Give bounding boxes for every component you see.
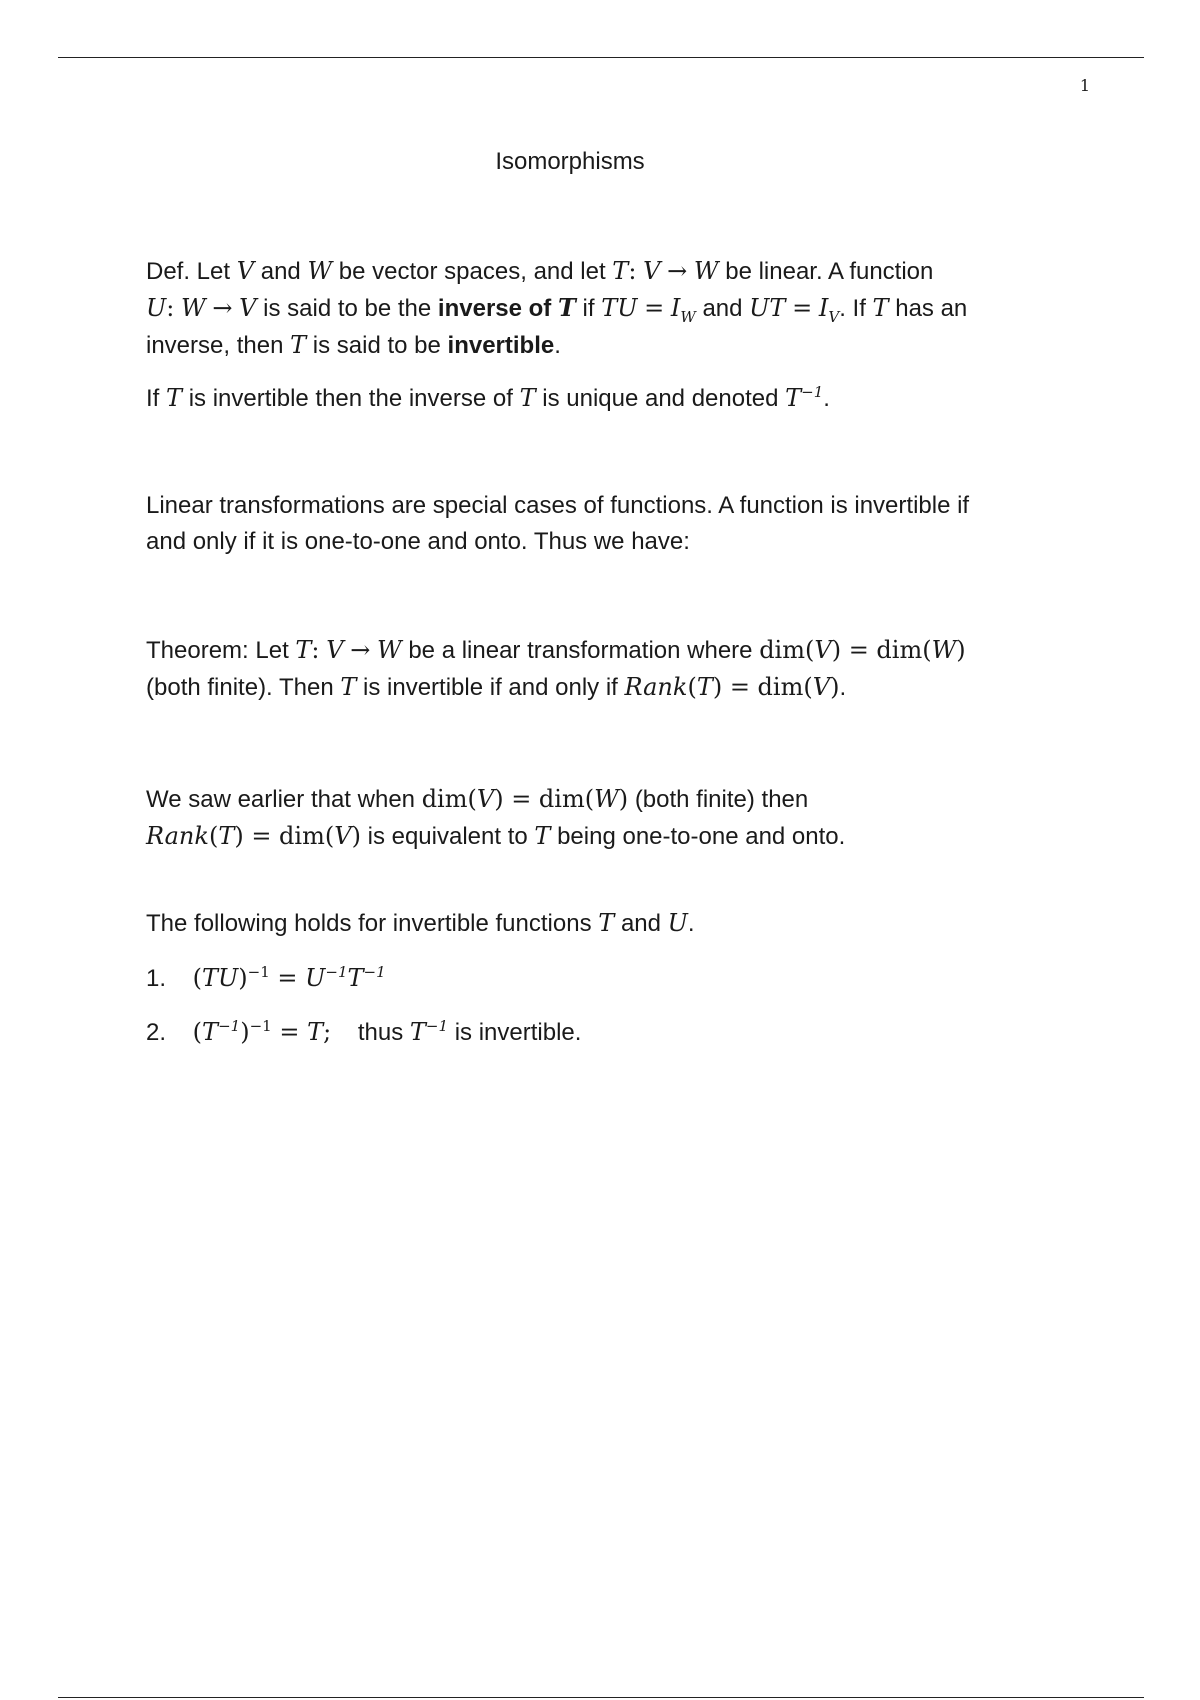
math-inline: U xyxy=(667,909,688,937)
math-inline: T xyxy=(612,257,629,285)
math-inline: T xyxy=(872,294,889,322)
def-text: is said to be the xyxy=(263,295,432,322)
math-inline: ( xyxy=(192,1018,203,1046)
def-text: . If xyxy=(839,295,866,322)
def-text: and xyxy=(260,258,301,285)
list-number: 2. xyxy=(146,1019,167,1046)
page-number: 1 xyxy=(1079,76,1091,95)
bottom-rule xyxy=(58,1697,1144,1698)
math-inline: U xyxy=(146,294,167,322)
def-text: if xyxy=(582,295,595,322)
uniqueness-paragraph: If T is invertible then the inverse of T is unique and denoted $T^{-1}$. xyxy=(146,383,830,412)
math-inline: T xyxy=(557,293,576,322)
functions-paragraph: Linear transformations are special cases of functions. A function is invertible if and only if it is one-to-one and onto. Thus we have: xyxy=(146,492,970,555)
def-text: be linear. A function xyxy=(725,258,934,285)
math-inline: dim( xyxy=(759,636,815,664)
math-inline: T xyxy=(166,384,183,412)
def-text: Def. Let xyxy=(146,258,231,285)
def-text: is said to be xyxy=(312,332,441,359)
holds-paragraph: The following holds for invertible functions T and U. xyxy=(146,909,695,937)
def-text: has an xyxy=(895,295,968,322)
math-inline: Rank xyxy=(146,822,209,850)
math-inline: T xyxy=(340,673,357,701)
math-inline: TU xyxy=(601,294,638,322)
math-inline: V xyxy=(236,257,255,285)
list-item: 2. $(T^{-1})^{-1} = T$; thus $T^{-1}$ is invertible. xyxy=(146,1014,581,1051)
def-text: inverse, then xyxy=(146,332,284,359)
list-number: 1. xyxy=(146,965,167,992)
math-inline: T xyxy=(295,636,312,664)
list-item: 1. $(TU)^{-1} = U^{-1}T^{-1}$ xyxy=(146,960,386,997)
top-rule xyxy=(58,57,1144,58)
def-text: be vector spaces, and let xyxy=(338,258,606,285)
math-inline: T xyxy=(534,822,551,850)
math-inline: ( xyxy=(192,964,203,992)
bold-term: inverse of xyxy=(437,295,552,322)
page-title: Isomorphisms xyxy=(495,148,645,175)
math-inline: T xyxy=(290,331,307,359)
math-inline: T xyxy=(598,909,615,937)
math-inline: dim( xyxy=(421,785,477,813)
theorem-paragraph: Theorem: Let T: V → W be a linear transformation where dim(V) = dim(W) (both finite). Then T is invertible if and only if Rank(T) = dim(V). xyxy=(146,636,966,701)
math-inline: UT xyxy=(749,294,786,322)
earlier-paragraph: We saw earlier that when dim(V) = dim(W) (both finite) then Rank(T) = dim(V) is equivalent to T being one-to-one and onto. xyxy=(146,785,846,850)
math-inline: $T^{-1}$ xyxy=(409,1017,449,1046)
def-text: and xyxy=(702,295,743,322)
math-inline: W xyxy=(307,257,333,285)
math-inline: $T^{-1}$ xyxy=(785,383,824,412)
math-inline: Rank xyxy=(624,673,688,701)
math-inline: T xyxy=(519,384,536,412)
definition-paragraph: Def. Let V and W be vector spaces, and let T: V → W be linear. A function U: W → V is said to be the inverse of T if TU = $I_W$ and UT = $I_V$. If T has an inverse, then T is said to be invertible. xyxy=(146,257,968,359)
bold-term: invertible xyxy=(447,332,555,359)
